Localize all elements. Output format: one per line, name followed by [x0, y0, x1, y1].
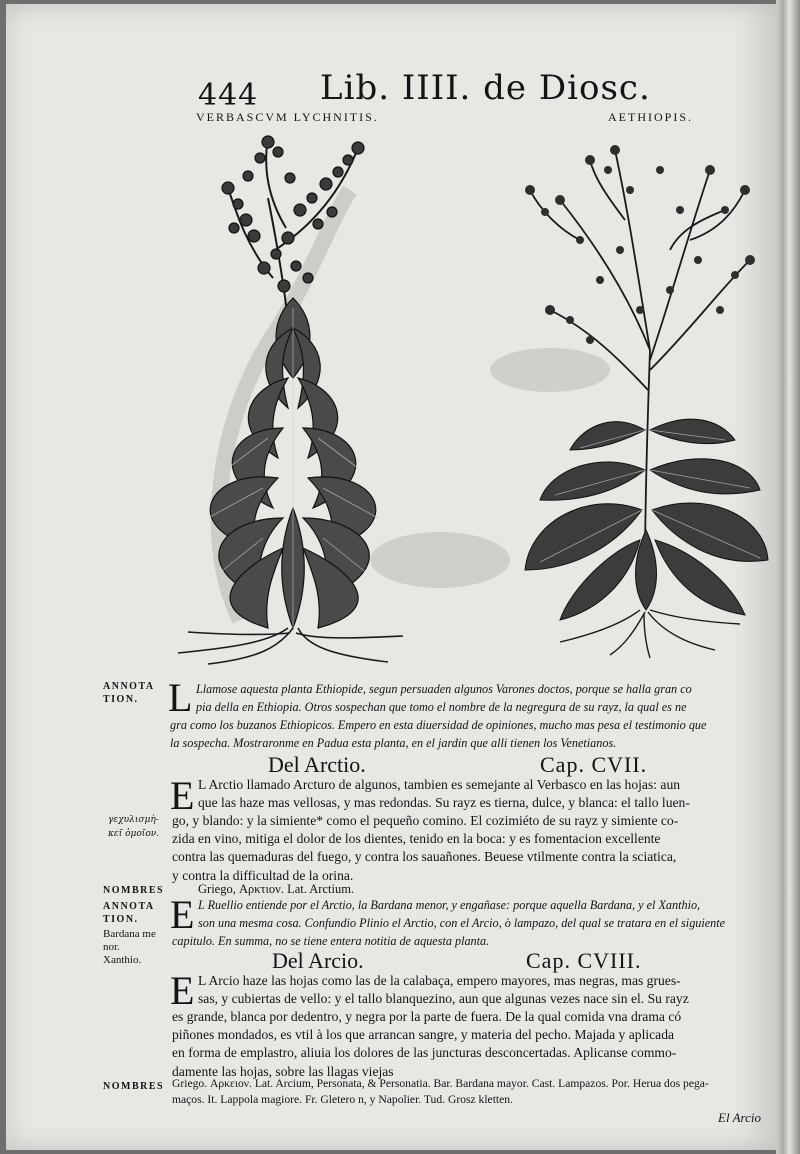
margin-label-line: ANNOTA [103, 681, 155, 692]
text-line: piñones mondados, es vtil à los que arrancan sangre, y materia del pecho. Majada y aplicada [172, 1027, 675, 1043]
chapter-108-text-cont [172, 1008, 768, 1081]
running-title: Lib. IIII. de Diosc. [320, 68, 651, 108]
text-line: en forma de emplastro, aliuia los dolores de las juncturas desconcertadas. Aplicanse commo- [172, 1045, 677, 1061]
catchword: El Arcio [718, 1110, 761, 1125]
chapter-107-nombres: Griego, Αρκτιον. Lat. Arctium. [198, 882, 355, 896]
chapter-108-dropcap: E [170, 968, 195, 1013]
chapter-107-number: Cap. CVII. [540, 752, 648, 777]
text-line: son una mesma cosa. Confundio Plinio el Arctio, con el Arcio, ò lampazo, del qual se tratara en el siguiente [198, 916, 726, 931]
nombres-label: NOMBRES [103, 885, 165, 896]
text-line: pia della en Ethiopia. Otros sospechan que tomo el nombre de la negregura de su rayz, la qual es ne [196, 700, 687, 715]
text-line: Griego. Αρκειον. Lat. Arcium, Personata, & Personatia. Bar. Bardana mayor. Cast. Lampazos. Por. Herua dos pega- [172, 1077, 709, 1090]
text-line: que las haze mas vellosas, y mas redondas. Su rayz es tierna, dulce, y blanca: el tallo luen- [198, 795, 690, 811]
text-line: go, y blando: y la simiente* como el pequeño comino. El cozimiéto de su rayz y simiente co- [172, 813, 679, 828]
text-line: Llamose aquesta planta Ethiopide, segun persuaden algunos Varones doctos, porque se halla gran co [196, 682, 692, 696]
chapter-108-number: Cap. CVIII. [526, 948, 642, 973]
text-line: gra como los buzanos Ethiopicos. Empero en esta diuersidad de opiniones, mucho mas pesa el testimonio que [170, 718, 707, 732]
text-line: capitulo. En summa, no se tiene entera notitia de aquesta planta. [172, 934, 490, 948]
text-line: contra las quemaduras del fuego, y contra los sauañones. Beuese vtilmente contra la sciatica, [172, 849, 677, 865]
page-stack-edge [776, 0, 800, 1154]
annotation-margin-label [103, 680, 155, 706]
text-line: y contra la difficultad de la orina. [172, 867, 354, 883]
chapter-107-text [198, 776, 768, 812]
greek-margin-note [108, 813, 159, 841]
verbascum-woodcut-illustration [168, 128, 418, 666]
chapter-108-title: Del Arcio. [272, 948, 364, 973]
annotation-2-margin-keywords [103, 928, 156, 967]
text-line: la sospecha. Mostraronme en Padua esta planta, en el jardin que alli tienen los Venetianos. [170, 736, 617, 751]
text-line: L Arctio llamado Arcturo de algunos, tambien es semejante al Verbasco en las hojas: aun [198, 777, 681, 792]
chapter-107-dropcap: E [170, 773, 195, 818]
text-line: damente las hojas, sobre las llagas viejas [172, 1063, 394, 1079]
margin-label-line: TION. [103, 914, 139, 925]
greek-line: κεῖ ὁμοῖον. [108, 829, 160, 839]
margin-keyword: nor. [103, 941, 120, 953]
chapter-108-nombres [172, 1076, 768, 1108]
margin-label-line: ANNOTA [103, 901, 155, 912]
text-line: zida en vino, mitiga el dolor de los dientes, tenido en la boca: y es fomentacion excellente [172, 831, 661, 847]
text-line: es grande, blanca por dedentro, y negra por la parte de fuera. De la qual comida vna drama có [172, 1009, 682, 1024]
text-line: sas, y cubiertas de vello: y el tallo blanquezino, aun que algunas vezes nace sin el. Su rayz [198, 991, 689, 1007]
annotation-2-margin-label [103, 900, 155, 926]
annotation-1-text-cont [170, 716, 766, 752]
text-line: L Ruellio entiende por el Arctio, la Bardana menor, y engañase: porque aquella Bardana, y el Xanthio, [198, 898, 701, 912]
annotation-2-text [198, 896, 768, 932]
margin-keyword: Bardana me [103, 928, 156, 940]
chapter-107-title: Del Arctio. [268, 752, 366, 777]
annotation-dropcap: L [168, 675, 193, 720]
chapter-108-text [198, 972, 768, 1008]
text-line: L Arcio haze las hojas como las de la calabaça, empero mayores, mas negras, mas grues- [198, 973, 681, 988]
margin-label-line: TION. [103, 694, 139, 705]
chapter-107-text-cont [172, 812, 768, 885]
left-plant-caption: VERBASCVM LYCHNITIS. [196, 110, 379, 124]
annotation-2-text-cont [172, 932, 768, 950]
annotation-1-text [196, 680, 766, 716]
text-line: maços. It. Lappola magiore. Fr. Gletero n, y Napolier. Tud. Grosz kletten. [172, 1093, 513, 1106]
page-number: 444 [198, 78, 259, 113]
greek-line: γεχυλισμὴ- [108, 815, 159, 825]
annotation-2-dropcap: E [170, 892, 195, 937]
right-plant-caption: AETHIOPIS. [608, 110, 693, 124]
margin-keyword: Xanthio. [103, 954, 142, 966]
nombres-label: NOMBRES [103, 1081, 165, 1092]
aethiopis-woodcut-illustration [520, 130, 770, 660]
